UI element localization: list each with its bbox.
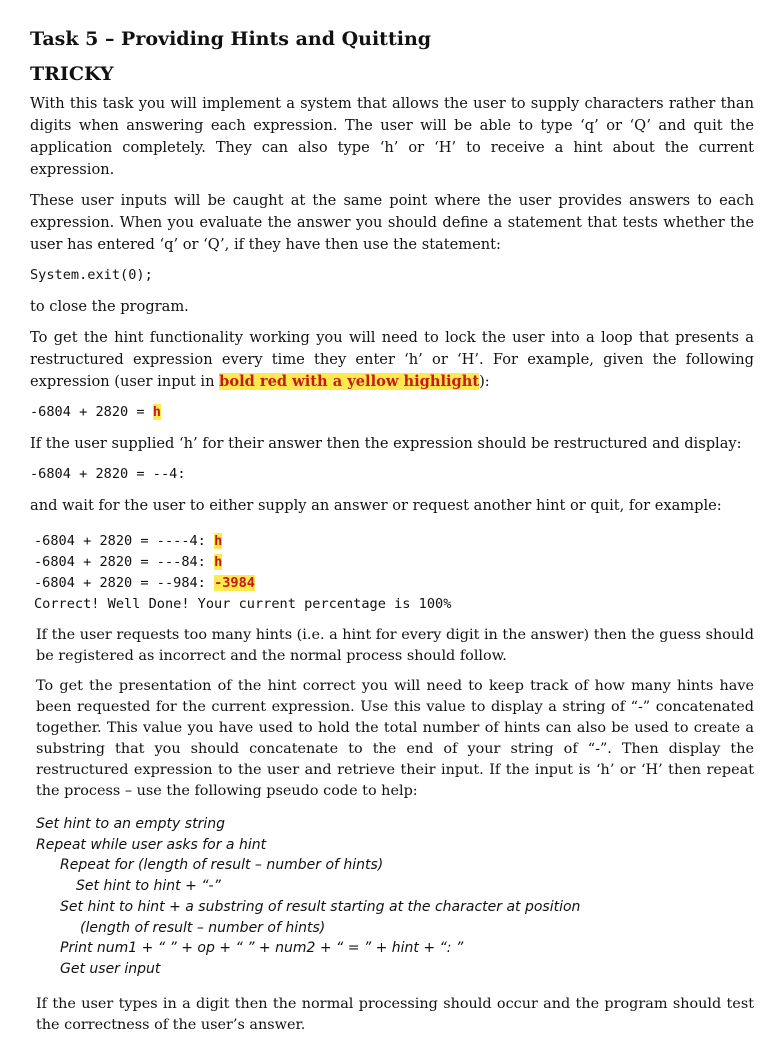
user-input: h xyxy=(152,404,161,420)
wait-paragraph: and wait for the user to either supply an answer or request another hint or quit, for example: xyxy=(30,497,722,514)
pseudo-line: Set hint to hint + “-” xyxy=(76,878,221,895)
input-handling-paragraph: These user inputs will be caught at the same point where the user provides answers to each expression. When you evaluate the answer you should define a statement that tests whether the user has entered ‘q’ or ‘Q’, if they have then use the statement: xyxy=(30,192,754,253)
document-page xyxy=(30,26,754,1045)
hint-loop-text: To get the hint functionality working you will need to lock the user into a loop that presents a restructured expression every time they enter ‘h’ or ‘H’. For example, given the following expression (user input in xyxy=(30,329,754,390)
intro-paragraph: With this task you will implement a system that allows the user to supply characters rather than digits when answering each expression. The user will be able to type ‘q’ or ‘Q’ and quit the application completely. They can also type ‘h’ or ‘H’ to receive a hint about the current expression. xyxy=(30,95,754,178)
exit-code-snippet: System.exit(0); xyxy=(30,267,153,283)
session-result: Correct! Well Done! Your current percentage is 100% xyxy=(34,596,452,612)
session-input: h xyxy=(214,554,223,570)
task-title: Task 5 – Providing Hints and Quitting xyxy=(30,28,432,50)
session-line xyxy=(34,552,754,573)
session-line xyxy=(34,531,754,552)
difficulty-label: TRICKY xyxy=(30,63,114,85)
session-prompt: -6804 + 2820 = --984: xyxy=(34,575,215,591)
pseudo-line: Get user input xyxy=(60,960,161,977)
session-line xyxy=(34,573,754,594)
restructured-expression: -6804 + 2820 = --4: xyxy=(30,466,186,482)
hint-loop-text-end: ): xyxy=(479,373,490,390)
pseudo-line: Repeat for (length of result – number of hints) xyxy=(60,857,384,874)
session-prompt: -6804 + 2820 = ---84: xyxy=(34,554,215,570)
pseudo-line: Set hint to hint + a substring of result starting at the character at position xyxy=(60,898,581,915)
pseudo-line: Print num1 + “ ” + op + “ ” + num2 + “ = ” + hint + “: ” xyxy=(60,940,464,957)
digit-processing-paragraph: If the user types in a digit then the normal processing should occur and the program should test the correctness of the user’s answer. xyxy=(36,995,754,1033)
close-program-paragraph: to close the program. xyxy=(30,298,189,315)
pseudo-line: Set hint to an empty string xyxy=(36,816,225,832)
final-section xyxy=(30,994,754,1036)
hint-details-section xyxy=(30,625,754,802)
pseudo-line: (length of result – number of hints) xyxy=(80,919,326,936)
example-session xyxy=(34,531,754,615)
session-input: h xyxy=(214,533,223,549)
highlight-legend: bold red with a yellow highlight xyxy=(219,373,480,390)
example-expression xyxy=(30,402,754,423)
hint-loop-paragraph xyxy=(30,327,754,393)
expression-prompt: -6804 + 2820 = xyxy=(30,404,153,420)
hint-presentation-paragraph: To get the presentation of the hint correct you will need to keep track of how many hints have been requested for the current expression. Use this value to display a string of “-” concatenated together. This value you have used to hold the total number of hints can also be used to create a substring that you should concatenate to the end of your string of “-”. Then display the restructured expression to the user and retrieve their input. If the input is ‘h’ or ‘H’ then repeat the process – use the following pseudo code to help: xyxy=(36,678,754,799)
too-many-hints-paragraph: If the user requests too many hints (i.e. a hint for every digit in the answer) then the guess should be registered as incorrect and the normal process should follow. xyxy=(36,627,754,664)
pseudo-code-block xyxy=(36,814,754,980)
session-prompt: -6804 + 2820 = ----4: xyxy=(34,533,215,549)
session-input: -3984 xyxy=(214,575,255,591)
pseudo-line: Repeat while user asks for a hint xyxy=(36,836,267,853)
restructure-paragraph: If the user supplied ‘h’ for their answer then the expression should be restructured and display: xyxy=(30,435,742,452)
